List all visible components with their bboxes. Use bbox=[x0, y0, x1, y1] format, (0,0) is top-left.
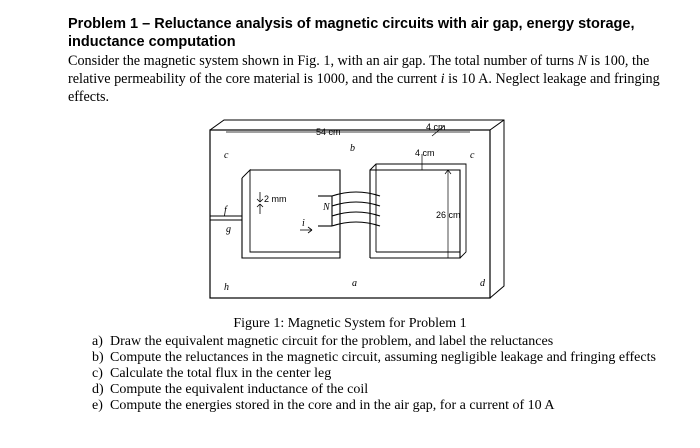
question-marker: c) bbox=[92, 366, 103, 381]
statement-text: is 10 A. Neglect leakage and fringing effects. bbox=[68, 71, 660, 105]
left-window bbox=[242, 170, 340, 258]
label-point-d: d bbox=[480, 278, 485, 289]
problem-statement bbox=[68, 52, 668, 106]
label-54cm: 54 cm bbox=[316, 127, 341, 137]
gap-arrow bbox=[257, 204, 260, 207]
label-point-a: a bbox=[352, 278, 357, 289]
question-text: Calculate the total flux in the center leg bbox=[110, 366, 332, 381]
label-4cm: 4 cm bbox=[426, 122, 446, 132]
question-item bbox=[92, 350, 682, 366]
question-item bbox=[92, 398, 682, 414]
question-marker: e) bbox=[92, 398, 103, 413]
label-coil-N: N bbox=[323, 202, 330, 213]
label-point-g: g bbox=[226, 224, 231, 235]
gap-arrow bbox=[260, 204, 263, 207]
magnetic-system-figure bbox=[200, 118, 520, 314]
question-item bbox=[92, 334, 682, 350]
label-4cm-inner: 4 cm bbox=[415, 148, 435, 158]
question-text: Compute the energies stored in the core and in the air gap, for a current of 10 A bbox=[110, 398, 555, 413]
current-arrow bbox=[308, 230, 312, 233]
question-marker: b) bbox=[92, 350, 104, 365]
question-marker: a) bbox=[92, 334, 103, 349]
question-item bbox=[92, 382, 682, 398]
figure-caption: Figure 1: Magnetic System for Problem 1 bbox=[233, 316, 467, 331]
turns-symbol: N bbox=[577, 53, 588, 69]
core-depth-corner bbox=[490, 120, 504, 130]
gap-arrow bbox=[260, 199, 263, 202]
label-point-c-left: c bbox=[224, 150, 229, 161]
question-text: Compute the equivalent inductance of the coil bbox=[110, 382, 369, 397]
label-2mm: 2 mm bbox=[264, 194, 287, 204]
label-point-b: b bbox=[350, 143, 355, 154]
label-current-i: i bbox=[302, 218, 305, 229]
problem-title: Problem 1 – Reluctance analysis of magnetic circuits with air gap, energy storage, inductance computation bbox=[68, 16, 635, 50]
dim-26-line bbox=[448, 170, 451, 174]
current-arrow bbox=[308, 227, 312, 230]
label-26cm: 26 cm bbox=[436, 210, 461, 220]
statement-text: Consider the magnetic system shown in Fig. 1, with an air gap. The total number of turns bbox=[68, 53, 578, 69]
label-point-f: f bbox=[224, 205, 227, 216]
question-list bbox=[92, 334, 682, 414]
gap-arrow bbox=[257, 199, 260, 202]
question-marker: d) bbox=[92, 382, 104, 397]
current-symbol: i bbox=[440, 71, 445, 87]
label-point-c-right: c bbox=[470, 150, 475, 161]
dim-26-line bbox=[445, 170, 448, 174]
question-text: Draw the equivalent magnetic circuit for the problem, and label the reluctances bbox=[110, 334, 554, 349]
question-item bbox=[92, 366, 682, 382]
question-text: Compute the reluctances in the magnetic circuit, assuming negligible leakage and fringing effects bbox=[110, 350, 656, 365]
label-point-h: h bbox=[224, 282, 229, 293]
statement-text: is 100, the relative permeability of the core material is 1000, and the current bbox=[68, 53, 650, 87]
